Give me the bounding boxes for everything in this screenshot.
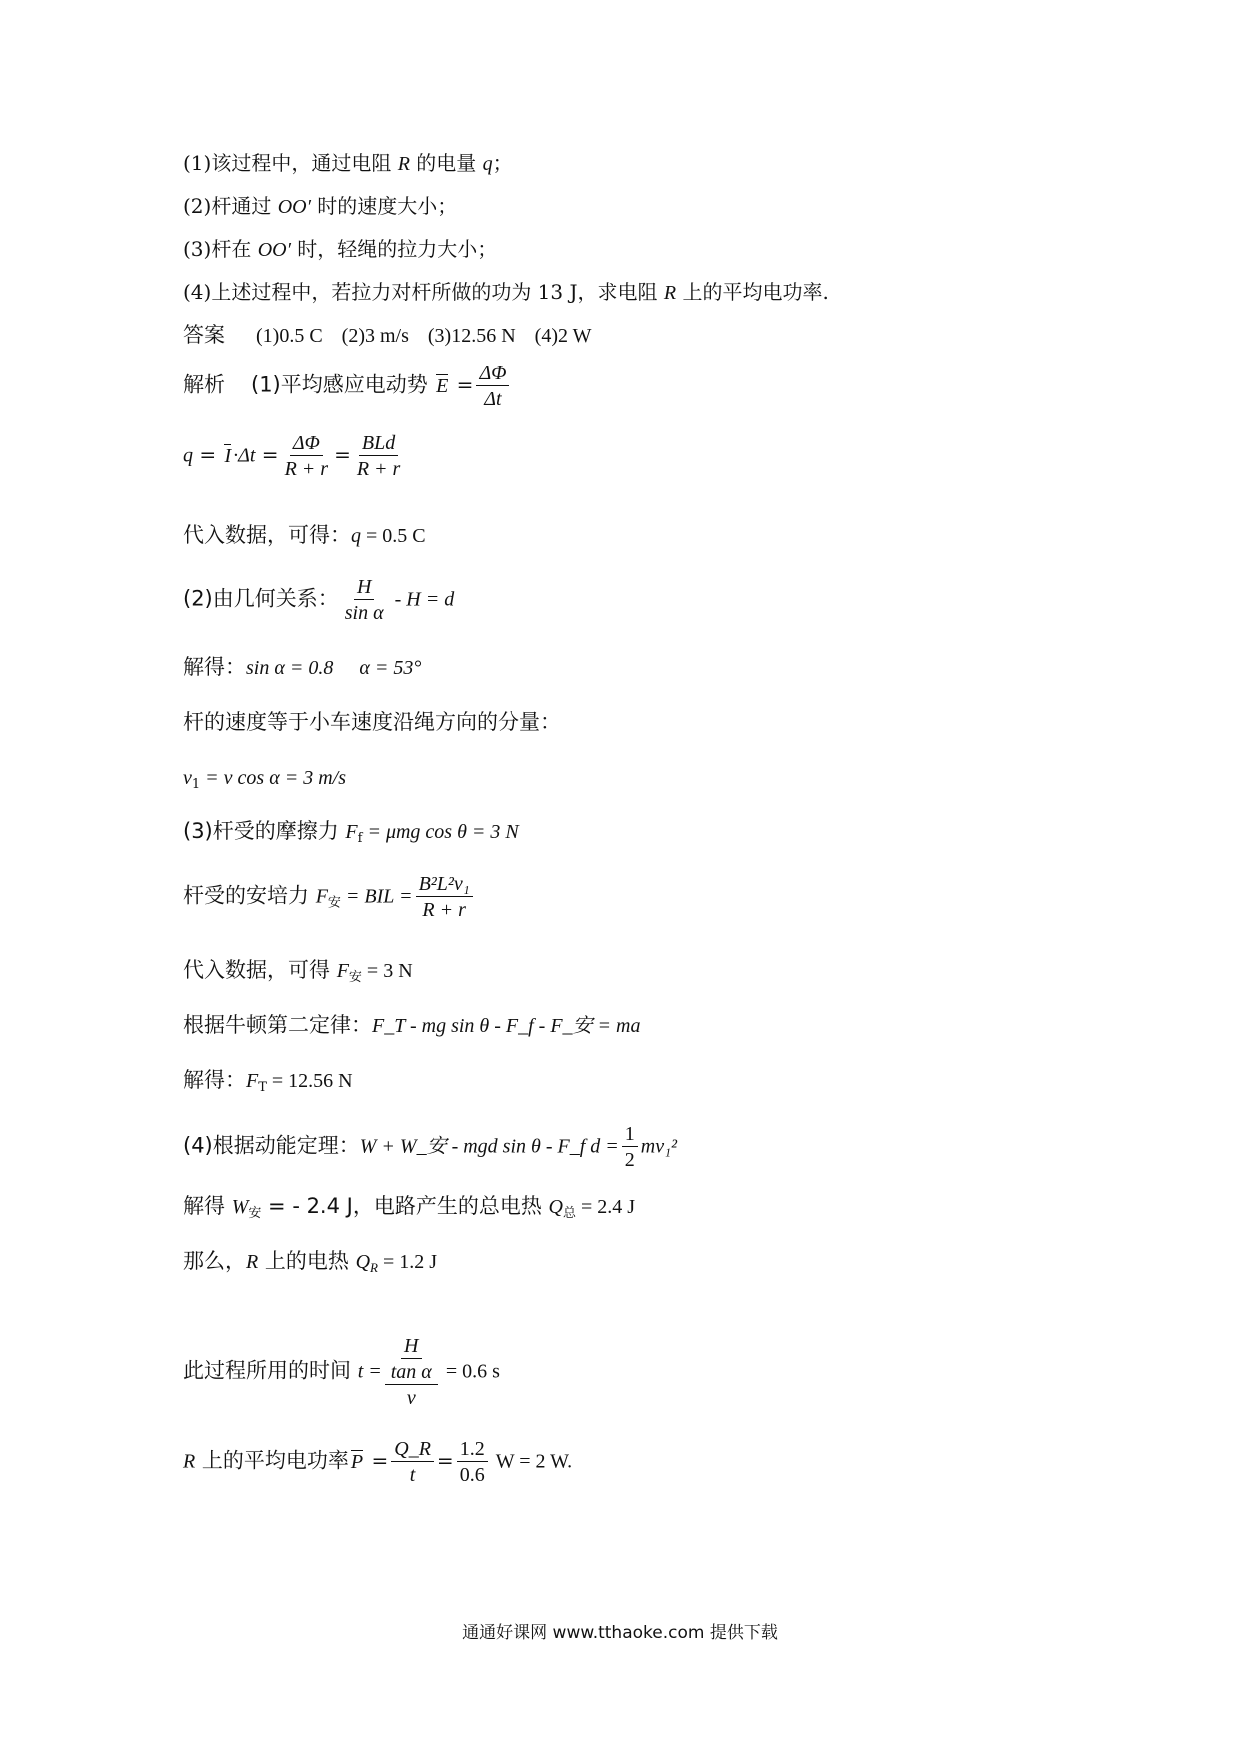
solution-1: 解析 (1)平均感应电动势 E = $\frac{\Delta\Phi}{\Delta t}$: [183, 362, 512, 410]
solution-14: 解得 $W_安$ = - 2.4 J，电路产生的总电热 $Q_总 = 2.4$ J: [183, 1194, 636, 1221]
solution-6: 杆的速度等于小车速度沿绳方向的分量：: [183, 710, 561, 734]
question-1: (1)该过程中，通过电阻 R 的电量 q；: [183, 151, 513, 175]
solution-9-ampere-force: 杆受的安培力 $F_安$ = BIL = $\frac{\text{B²L²v₁}}{R + r}$: [183, 873, 476, 921]
solution-17-power: R 上的平均电功率 P = $\frac{Q\_R}{t}$ = $\frac{1.2}{0.6}$ W = 2 W.: [183, 1438, 573, 1486]
solution-16-time: 此过程所用的时间 t = $\frac{\frac{H}{\text{tan α}}}{v}$ = 0.6 s: [183, 1335, 500, 1409]
solution-8-friction: (3)杆受的摩擦力 $F_f = \mu mg$ cos θ = 3 N: [183, 819, 519, 846]
question-4: (4)上述过程中，若拉力对杆所做的功为 13 J，求电阻 R 上的平均电功率.: [183, 280, 829, 304]
solution-12: 解得：$F_T = 12.56$ N: [183, 1068, 353, 1095]
solution-10: 代入数据，可得 $F_安 = 3$ N: [183, 958, 413, 985]
footer-source: 通通好课网 www.tthaoke.com 提供下载: [462, 1623, 778, 1643]
question-2: (2)杆通过 OO′ 时的速度大小；: [183, 194, 458, 218]
solution-3: 代入数据，可得：q = 0.5 C: [183, 523, 426, 547]
solution-11-newton: 根据牛顿第二定律：F_T - mg sin θ - F_f - F_安 = ma: [183, 1013, 641, 1037]
solution-4-geometry: (2)由几何关系： $\frac{H}{\text{sin α}}$ - H = d: [183, 576, 455, 624]
answer-line: 答案 (1)0.5 C (2)3 m/s (3)12.56 N (4)2 W: [183, 323, 592, 347]
solution-7: $v_1 = v$ cos α = 3 m/s: [183, 767, 346, 792]
solution-5: 解得：sin α = 0.8 α = 53°: [183, 655, 422, 679]
solution-13-energy: (4)根据动能定理：W + W_安 - mgd sin θ - F_f d = $\frac{1}{2}$ mv₁²: [183, 1123, 678, 1171]
question-3: (3)杆在 OO′ 时，轻绳的拉力大小；: [183, 237, 498, 261]
solution-15: 那么，R 上的电热 $Q_R = 1.2$ J: [183, 1249, 438, 1275]
solution-2-charge-formula: q = I ·Δt = $\frac{\Delta\Phi}{R + r}$ = $\frac{\text{BLd}}{R + r}$: [183, 432, 401, 480]
